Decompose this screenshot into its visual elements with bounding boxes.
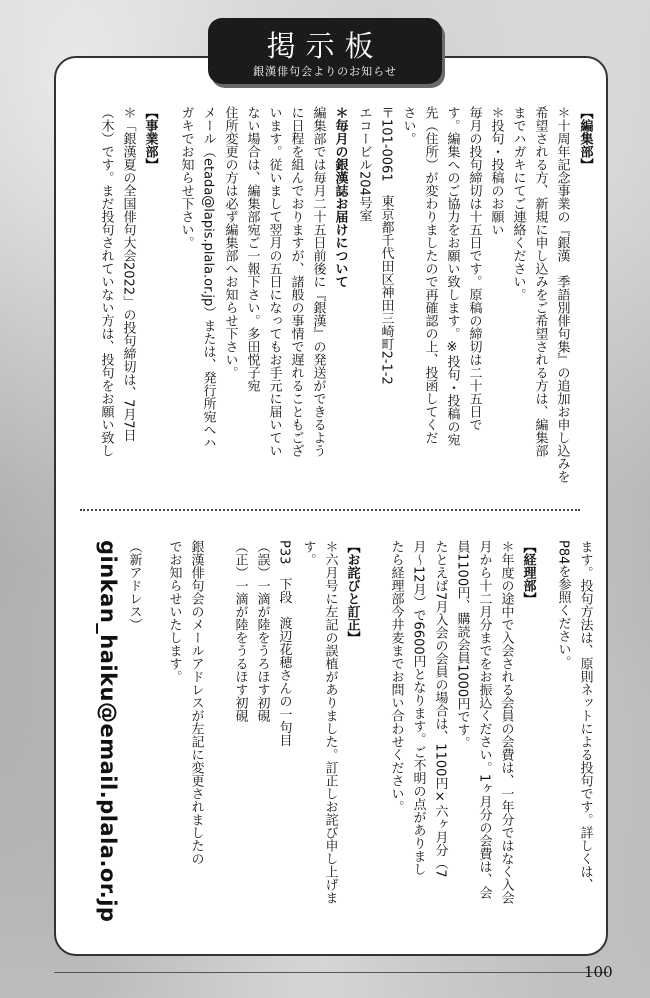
page-footer-rule (54, 972, 608, 973)
continued-line-1: ます。投句方法は、原則ネットによる投句です。詳しくは、 (577, 540, 593, 891)
page-subtitle: 銀漢俳句会よりのお知らせ (253, 65, 397, 78)
business-line-2: （木）です。まだ投句されていない方は、投句をお願い致し (98, 106, 114, 457)
corrections-line-2: す。 (300, 540, 316, 566)
editorial-line-7: 先（住所）が変わりましたので再確認の上、投函してくだ (422, 106, 438, 444)
mail-notice-line-2: でお知らせいたします。 (166, 540, 182, 683)
postal-address-line: 〒101-0061 東京都千代田区神田三崎町2-1-2 (378, 106, 394, 385)
editorial-heading: 【編集部】 (577, 106, 593, 171)
editorial-line-4: ＊投句・投稿のお願い (488, 106, 504, 236)
delivery-line-1: 編集部では毎月二十五日前後に『銀漢』の発送ができるよう (310, 106, 326, 457)
editorial-line-3: までハガキにてご連絡ください。 (510, 106, 526, 301)
editorial-line-1: ＊十周年記念事業の『銀漢 季語別俳句集』の追加お申し込みを (554, 106, 570, 483)
page-title: 掲示板 (266, 29, 384, 63)
delivery-heading: ＊毎月の銀漢誌お届けについて (332, 106, 348, 288)
delivery-line-4: ない場合は、編集部宛ご一報下さい。多田悦子宛 (244, 106, 260, 392)
delivery-line-5: 住所変更の方は必ず編集部へお知らせ下さい。 (222, 106, 238, 379)
accounting-line-2: 月から十二月分までをお振込ください。1ヶ月分の会費は、会 (476, 540, 492, 900)
editorial-line-8: さい。 (400, 106, 416, 145)
new-address-label: （新アドレス） (126, 540, 142, 631)
section-divider (80, 509, 580, 511)
accounting-line-3: 員1100円、購読会員1000円です。 (454, 540, 470, 750)
accounting-heading: 【経理部】 (520, 540, 536, 605)
corrections-page-line: P33 下段 渡辺花穂さんの一句目 (276, 540, 292, 747)
corrections-right-line: （正）一滴が陸をうるほす初硯 (232, 540, 248, 722)
accounting-line-6: たら経理部今井麦までお問い合わせください。 (388, 540, 404, 813)
board-title-tab (208, 18, 442, 84)
accounting-line-1: ＊年度の途中で入会される会員の会費は、一年分ではなく入会 (498, 540, 514, 904)
email-address: ginkan_haiku@email.plala.or.jp (96, 540, 120, 923)
building-line: エコービル204号室 (356, 106, 372, 222)
corrections-line-1: ＊六月号に左記の誤植がありました。訂正しお詫び申し上げま (322, 540, 338, 904)
mail-notice-line-1: 銀漢俳句会のメールアドレスが左記に変更されましたの (188, 540, 204, 865)
accounting-line-4: たとえば7月入会の会員の場合は、1100円×六ヶ月分（7 (432, 540, 448, 878)
delivery-line-2: に日程を組んでおりますが、諸般の事情で遅れることもござ (288, 106, 304, 457)
continued-line-2: P84を参照ください。 (555, 540, 571, 669)
delivery-line-7: ガキでお知らせ下さい。 (178, 106, 194, 249)
delivery-line-6: メール（etada@lapis.plala.or.jp）または、発行所宛へハ (200, 106, 216, 450)
editorial-line-5: 毎月の投句締切は十五日です。原稿の締切は二十五日で (466, 106, 482, 431)
business-line-1: ＊「銀漢夏の全国俳句大会2022」の投句締切は、7月7日 (120, 106, 136, 442)
business-heading: 【事業部】 (142, 106, 158, 171)
corrections-heading: 【お詫びと訂正】 (344, 540, 360, 644)
corrections-wrong-line: （誤）一滴が陸をうろほす初硯 (254, 540, 270, 722)
editorial-line-2: 希望される方、新規に申し込みをご希望される方は、編集部 (532, 106, 548, 457)
editorial-line-6: す。編集へのご協力をお願い致します。※投句・投稿の宛 (444, 106, 460, 446)
delivery-line-3: います。従いまして翌月の五日になってもお手元に届いてい (266, 106, 282, 457)
accounting-line-5: 月～12月）で6600円となります。ご不明の点がありまし (410, 540, 426, 876)
page-number: 100 (584, 963, 613, 981)
